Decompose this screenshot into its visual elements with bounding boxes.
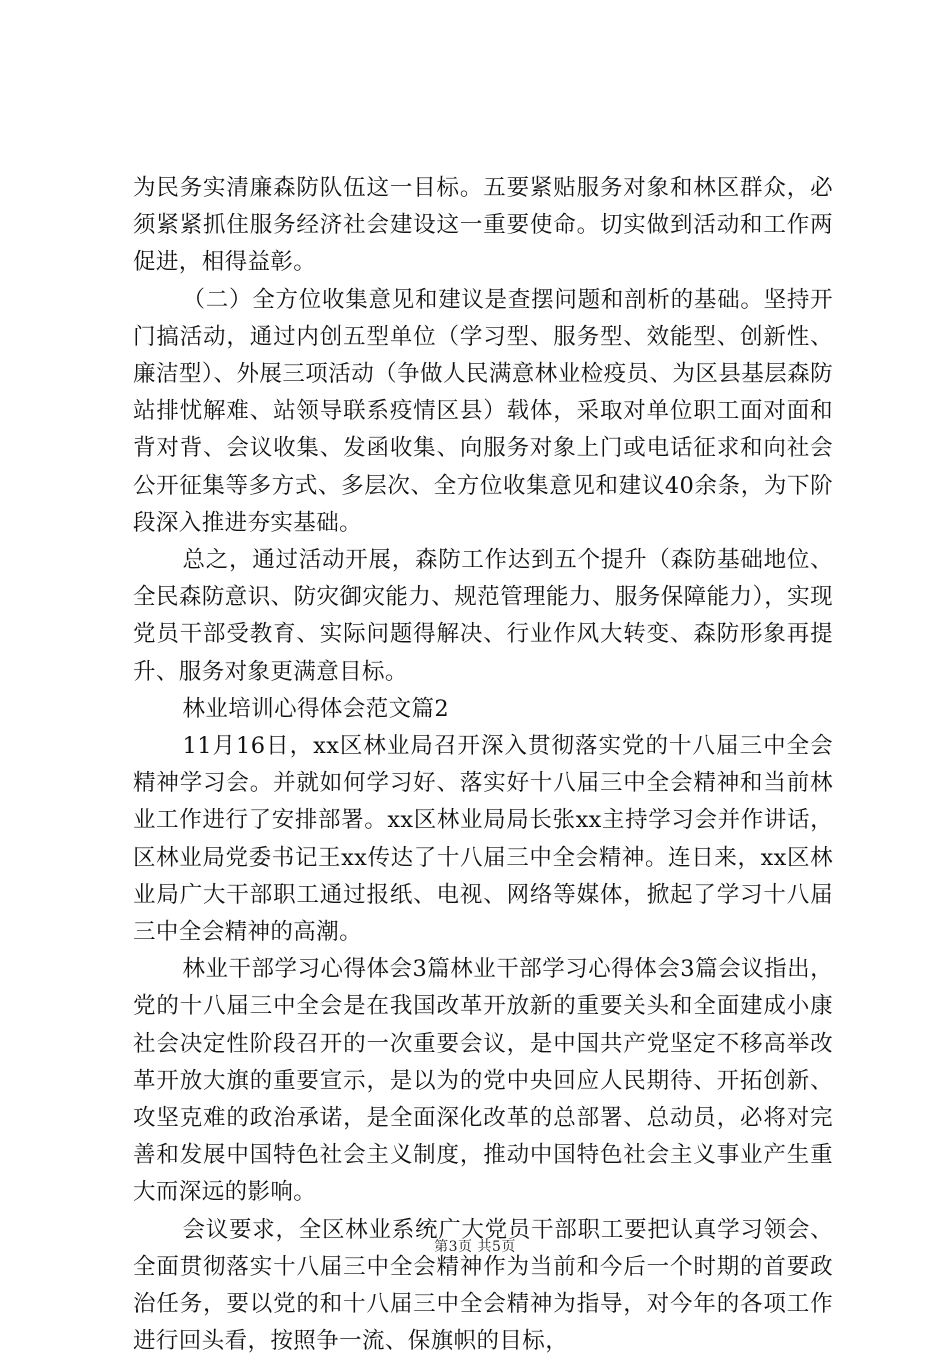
paragraph-section-two: （二）全方位收集意见和建议是查摆问题和剖析的基础。坚持开门搞活动，通过内创五型单位（学习型、服务型、效能型、创新性、廉洁型）、外展三项活动（争做人民满意林业检疫员、为区县基层森防站排忧解难、站领导联系疫情区县）载体，采取对单位职工面对面和背对背、会议收集、发函收集、向服务对象上门或电话征求和向社会公开征集等多方式、多层次、全方位收集意见和建议40余条，为下阶段深入推进夯实基础。 (133, 286, 833, 536)
paragraph-meeting-requirements: 会议要求，全区林业系统广大党员干部职工要把认真学习领会、全面贯彻落实十八届三中全会精神作为当前和今后一个时期的首要政治任务，要以党的和十八届三中全会精神为指导，对今年的各项工作进行回头看，按照争一流、保旗帜的目标， (133, 1216, 833, 1355)
article-heading: 林业培训心得体会范文篇2 (182, 695, 450, 722)
paragraph-meeting-date: 11月16日，xx区林业局召开深入贯彻落实党的十八届三中全会精神学习会。并就如何学习好、落实好十八届三中全会精神和当前林业工作进行了安排部署。xx区林业局局长张xx主持学习会并作讲话，区林业局党委书记王xx传达了十八届三中全会精神。连日来，xx区林业局广大干部职工通过报纸、电视、网络等媒体，掀起了学习十八届三中全会精神的高潮。 (133, 733, 833, 946)
paragraph-meeting-points: 林业干部学习心得体会3篇林业干部学习心得体会3篇会议指出，党的十八届三中全会是在我国改革开放新的重要关头和全面建成小康社会决定性阶段召开的一次重要会议，是中国共产党坚定不移高举改革开放大旗的重要宣示，是以为的党中央回应人民期待、开拓创新、攻坚克难的政治承诺，是全面深化改革的总部署、总动员，必将对完善和发展中国特色社会主义制度，推动中国特色社会主义事业产生重大而深远的影响。 (133, 956, 833, 1206)
page-footer: 第3页 共5页 (434, 1239, 516, 1255)
document-body (133, 170, 833, 1361)
paragraph-continuation: 为民务实清廉森防队伍这一目标。五要紧贴服务对象和林区群众，必须紧紧抓住服务经济社会建设这一重要使命。切实做到活动和工作两促进，相得益彰。 (133, 175, 833, 276)
paragraph-summary: 总之，通过活动开展，森防工作达到五个提升（森防基础地位、全民森防意识、防灾御灾能力、规范管理能力、服务保障能力），实现党员干部受教育、实际问题得解决、行业作风大转变、森防形象再提升、服务对象更满意目标。 (133, 547, 833, 685)
